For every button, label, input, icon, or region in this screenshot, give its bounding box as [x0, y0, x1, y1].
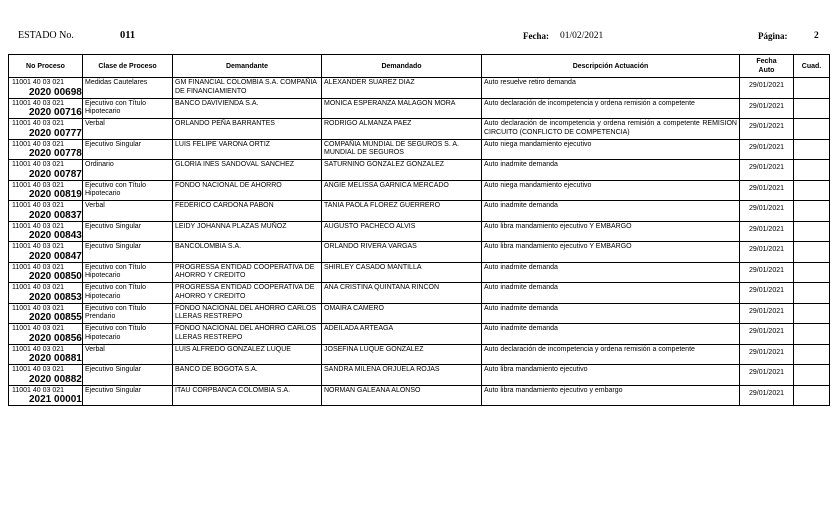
table-row — [9, 119, 830, 140]
proceso-prefix: 11001 40 03 021 — [12, 202, 65, 209]
cell-demandante: PROGRESSA ENTIDAD COOPERATIVA DE AHORRO Y CREDITO — [173, 283, 322, 304]
proceso-prefix: 11001 40 03 021 — [12, 325, 65, 332]
fecha-auto-value: 29/01/2021 — [748, 225, 785, 233]
cell-clase: Medidas Cautelares — [83, 78, 173, 99]
proceso-number: 2020 00837 — [29, 209, 82, 221]
proceso-number: 2020 00856 — [29, 332, 82, 344]
proceso-number: 2020 00855 — [29, 312, 82, 323]
col-fecha-line2: Auto — [758, 67, 775, 74]
cell-actuacion: Auto declaración de incompetencia y ordena remisión a competente — [482, 344, 740, 365]
cell-actuacion: Auto niega mandamiento ejecutivo — [482, 180, 740, 201]
cell-cuad — [794, 180, 830, 201]
proceso-number: 2020 00787 — [29, 168, 82, 180]
cell-proceso — [9, 180, 83, 201]
cell-clase: Ejecutivo Singular — [83, 365, 173, 386]
cell-demandante: FONDO NACIONAL DE AHORRO — [173, 180, 322, 201]
cell-fecha — [740, 78, 794, 99]
cell-demandado: RODRIGO ALMANZA PAEZ — [322, 119, 482, 140]
cell-cuad — [794, 324, 830, 345]
cell-demandado: SATURNINO GONZALEZ GONZALEZ — [322, 160, 482, 181]
cell-actuacion: Auto inadmite demanda — [482, 324, 740, 345]
proceso-prefix: 11001 40 03 021 — [12, 386, 65, 394]
cell-clase: Verbal — [83, 201, 173, 222]
proceso-prefix: 11001 40 03 021 — [12, 99, 65, 107]
cell-cuad — [794, 283, 830, 304]
cell-demandado: ANGIE MELISSA GARNICA MERCADO — [322, 180, 482, 201]
fecha-auto-value: 29/01/2021 — [748, 82, 785, 89]
cell-fecha — [740, 98, 794, 119]
cell-demandante: BANCOLOMBIA S.A. — [173, 242, 322, 263]
cell-cuad — [794, 385, 830, 406]
fecha-label: Fecha: — [523, 31, 549, 41]
cell-actuacion: Auto libra mandamiento ejecutivo Y EMBARGO — [482, 221, 740, 242]
fecha-auto-value: 29/01/2021 — [748, 266, 785, 274]
cell-demandado: TANIA PAOLA FLOREZ GUERRERO — [322, 201, 482, 222]
cell-fecha — [740, 344, 794, 365]
cell-demandante: ITAU CORPBANCA COLOMBIA S.A. — [173, 385, 322, 406]
cell-demandado: ADEILADA ARTEAGA — [322, 324, 482, 345]
cell-demandante: LUIS FELIPE VARONA ORTIZ — [173, 139, 322, 160]
col-demandante: Demandante — [173, 55, 322, 78]
proceso-prefix: 11001 40 03 021 — [12, 222, 65, 230]
proceso-prefix: 11001 40 03 021 — [12, 263, 65, 271]
cell-clase: Ejecutivo con Título Hipotecario — [83, 324, 173, 345]
proceso-number: 2020 00778 — [29, 148, 82, 159]
cell-fecha — [740, 160, 794, 181]
table-row — [9, 180, 830, 201]
col-proceso: No Proceso — [9, 55, 83, 78]
cell-clase: Ejecutivo con Título Hipotecario — [83, 262, 173, 283]
table-row — [9, 221, 830, 242]
col-cuad: Cuad. — [794, 55, 830, 78]
cell-clase: Ejecutivo con Título Hipotecario — [83, 98, 173, 119]
cell-fecha — [740, 385, 794, 406]
proceso-prefix: 11001 40 03 021 — [12, 366, 65, 373]
proceso-number: 2020 00777 — [29, 127, 82, 139]
fecha-value: 01/02/2021 — [560, 31, 604, 41]
cell-clase: Ejecutivo con Título Hipotecario — [83, 180, 173, 201]
proceso-number: 2020 00882 — [29, 373, 82, 385]
cell-fecha — [740, 303, 794, 324]
fecha-auto-value: 29/01/2021 — [748, 307, 785, 315]
cell-clase: Verbal — [83, 119, 173, 140]
proceso-number: 2020 00698 — [29, 86, 82, 98]
cell-clase: Ejecutivo Singular — [83, 385, 173, 406]
cell-actuacion: Auto inadmite demanda — [482, 303, 740, 324]
col-fecha-auto — [740, 55, 794, 78]
cell-fecha — [740, 242, 794, 263]
cell-cuad — [794, 201, 830, 222]
proceso-prefix: 11001 40 03 021 — [12, 243, 65, 250]
proceso-prefix: 11001 40 03 021 — [12, 140, 65, 148]
cell-proceso — [9, 283, 83, 304]
fecha-auto-value: 29/01/2021 — [748, 328, 785, 335]
fecha-auto-value: 29/01/2021 — [748, 102, 785, 110]
cell-proceso — [9, 119, 83, 140]
cell-demandante: PROGRESSA ENTIDAD COOPERATIVA DE AHORRO Y CREDITO — [173, 262, 322, 283]
pagina-value: 2 — [814, 31, 819, 41]
cell-demandado: MONICA ESPERANZA MALAGON MORA — [322, 98, 482, 119]
cell-proceso — [9, 324, 83, 345]
cell-proceso — [9, 139, 83, 160]
cell-actuacion: Auto resuelve retiro demanda — [482, 78, 740, 99]
fecha-auto-value: 29/01/2021 — [748, 164, 785, 171]
cell-demandado: NORMAN GALEANA ALONSO — [322, 385, 482, 406]
col-demandado: Demandado — [322, 55, 482, 78]
table-row — [9, 242, 830, 263]
cell-cuad — [794, 98, 830, 119]
cell-cuad — [794, 242, 830, 263]
cell-proceso — [9, 78, 83, 99]
fecha-auto-value: 29/01/2021 — [748, 205, 785, 212]
cell-demandante: GLORIA INES SANDOVAL SANCHEZ — [173, 160, 322, 181]
fecha-auto-value: 29/01/2021 — [748, 143, 785, 151]
cell-clase: Verbal — [83, 344, 173, 365]
cell-actuacion: Auto declaración de incompetencia y ordena remisión a competente — [482, 98, 740, 119]
proceso-number: 2020 00853 — [29, 291, 82, 303]
cell-clase: Ordinario — [83, 160, 173, 181]
cell-fecha — [740, 324, 794, 345]
cell-demandante: BANCO DE BOGOTA S.A. — [173, 365, 322, 386]
fecha-auto-value: 29/01/2021 — [748, 123, 785, 130]
cell-clase: Ejecutivo con Título Hipotecario — [83, 283, 173, 304]
cell-demandado: SHIRLEY CASADO MANTILLA — [322, 262, 482, 283]
estado-table — [8, 54, 830, 406]
cell-proceso — [9, 365, 83, 386]
cell-actuacion: Auto inadmite demanda — [482, 160, 740, 181]
fecha-auto-value: 29/01/2021 — [748, 369, 785, 376]
fecha-auto-value: 29/01/2021 — [748, 348, 785, 356]
cell-proceso — [9, 242, 83, 263]
proceso-prefix: 11001 40 03 021 — [12, 284, 65, 291]
table-row — [9, 201, 830, 222]
cell-demandante: LUIS ALFREDO GONZALEZ LUQUE — [173, 344, 322, 365]
cell-demandado: AUGUSTO PACHECO ALVIS — [322, 221, 482, 242]
table-row — [9, 98, 830, 119]
cell-demandado: ORLANDO RIVERA VARGAS — [322, 242, 482, 263]
col-actuacion: Descripción Actuación — [482, 55, 740, 78]
proceso-number: 2020 00847 — [29, 250, 82, 262]
fecha-auto-value: 29/01/2021 — [748, 246, 785, 253]
cell-fecha — [740, 139, 794, 160]
col-fecha-line1: Fecha — [756, 58, 777, 65]
cell-cuad — [794, 221, 830, 242]
cell-proceso — [9, 262, 83, 283]
cell-cuad — [794, 160, 830, 181]
cell-proceso — [9, 160, 83, 181]
cell-demandante: GM FINANCIAL COLOMBIA S.A. COMPAÑIA DE FINANCIAMIENTO — [173, 78, 322, 99]
cell-actuacion: Auto libra mandamiento ejecutivo Y EMBARGO — [482, 242, 740, 263]
fecha-auto-value: 29/01/2021 — [748, 184, 785, 192]
cell-cuad — [794, 303, 830, 324]
table-row — [9, 385, 830, 406]
cell-cuad — [794, 344, 830, 365]
proceso-prefix: 11001 40 03 021 — [12, 120, 65, 127]
cell-cuad — [794, 262, 830, 283]
cell-demandado: OMAIRA CAMERO — [322, 303, 482, 324]
cell-demandado: COMPAÑIA MUNDIAL DE SEGUROS S. A. MUNDIAL DE SEGUROS — [322, 139, 482, 160]
table-row — [9, 283, 830, 304]
cell-actuacion: Auto libra mandamiento ejecutivo y embargo — [482, 385, 740, 406]
pagina-label: Página: — [758, 31, 788, 41]
cell-actuacion: Auto declaración de incompetencia y ordena remisión a competente REMISION CIRCUITO (CONFLICTO DE COMPETENCIA) — [482, 119, 740, 140]
cell-demandado: SANDRA MILENA ORJUELA ROJAS — [322, 365, 482, 386]
cell-demandante: FONDO NACIONAL DEL AHORRO CARLOS LLERAS RESTREPO — [173, 324, 322, 345]
cell-demandado: JOSEFINA LUQUE GONZALEZ — [322, 344, 482, 365]
cell-cuad — [794, 139, 830, 160]
cell-clase: Ejecutivo Singular — [83, 139, 173, 160]
cell-proceso — [9, 221, 83, 242]
cell-proceso — [9, 344, 83, 365]
table-row — [9, 262, 830, 283]
cell-actuacion: Auto libra mandamiento ejecutivo — [482, 365, 740, 386]
estado-label: ESTADO No. — [18, 30, 74, 41]
cell-demandante: FONDO NACIONAL DEL AHORRO CARLOS LLERAS RESTREPO — [173, 303, 322, 324]
cell-actuacion: Auto niega mandamiento ejecutivo — [482, 139, 740, 160]
cell-demandado: ANA CRISTINA QUINTANA RINCON — [322, 283, 482, 304]
cell-clase: Ejecutivo con Título Prendario — [83, 303, 173, 324]
proceso-prefix: 11001 40 03 021 — [12, 181, 65, 189]
proceso-prefix: 11001 40 03 021 — [12, 79, 65, 86]
col-clase: Clase de Proceso — [83, 55, 173, 78]
cell-demandante: BANCO DAVIVIENDA S.A. — [173, 98, 322, 119]
table-header-row — [9, 55, 830, 78]
cell-fecha — [740, 221, 794, 242]
cell-demandante: LEIDY JOHANNA PLAZAS MUÑOZ — [173, 221, 322, 242]
proceso-prefix: 11001 40 03 021 — [12, 161, 65, 168]
cell-cuad — [794, 119, 830, 140]
cell-clase: Ejecutivo Singular — [83, 242, 173, 263]
cell-fecha — [740, 365, 794, 386]
proceso-number: 2020 00716 — [29, 107, 82, 118]
cell-demandado: ALEXANDER SUAREZ DIAZ — [322, 78, 482, 99]
cell-actuacion: Auto inadmite demanda — [482, 283, 740, 304]
cell-demandante: ORLANDO PEÑA BARRANTES — [173, 119, 322, 140]
estado-number: 011 — [120, 30, 136, 41]
fecha-auto-value: 29/01/2021 — [748, 389, 785, 397]
cell-proceso — [9, 201, 83, 222]
cell-proceso — [9, 98, 83, 119]
cell-fecha — [740, 180, 794, 201]
cell-cuad — [794, 365, 830, 386]
table-row — [9, 344, 830, 365]
proceso-prefix: 11001 40 03 021 — [12, 345, 65, 353]
proceso-number: 2020 00843 — [29, 230, 82, 241]
proceso-number: 2020 00881 — [29, 353, 82, 364]
cell-fecha — [740, 283, 794, 304]
cell-fecha — [740, 262, 794, 283]
cell-cuad — [794, 78, 830, 99]
cell-proceso — [9, 303, 83, 324]
cell-actuacion: Auto inadmite demanda — [482, 262, 740, 283]
cell-fecha — [740, 119, 794, 140]
fecha-auto-value: 29/01/2021 — [748, 287, 785, 294]
cell-proceso — [9, 385, 83, 406]
table-row — [9, 324, 830, 345]
proceso-number: 2020 00819 — [29, 189, 82, 200]
cell-fecha — [740, 201, 794, 222]
cell-clase: Ejecutivo Singular — [83, 221, 173, 242]
proceso-number: 2021 00001 — [29, 394, 82, 405]
table-row — [9, 303, 830, 324]
cell-actuacion: Auto inadmite demanda — [482, 201, 740, 222]
proceso-number: 2020 00850 — [29, 271, 82, 282]
table-row — [9, 78, 830, 99]
table-row — [9, 139, 830, 160]
proceso-prefix: 11001 40 03 021 — [12, 304, 65, 312]
table-row — [9, 365, 830, 386]
cell-demandante: FEDERICO CARDONA PABON — [173, 201, 322, 222]
table-row — [9, 160, 830, 181]
